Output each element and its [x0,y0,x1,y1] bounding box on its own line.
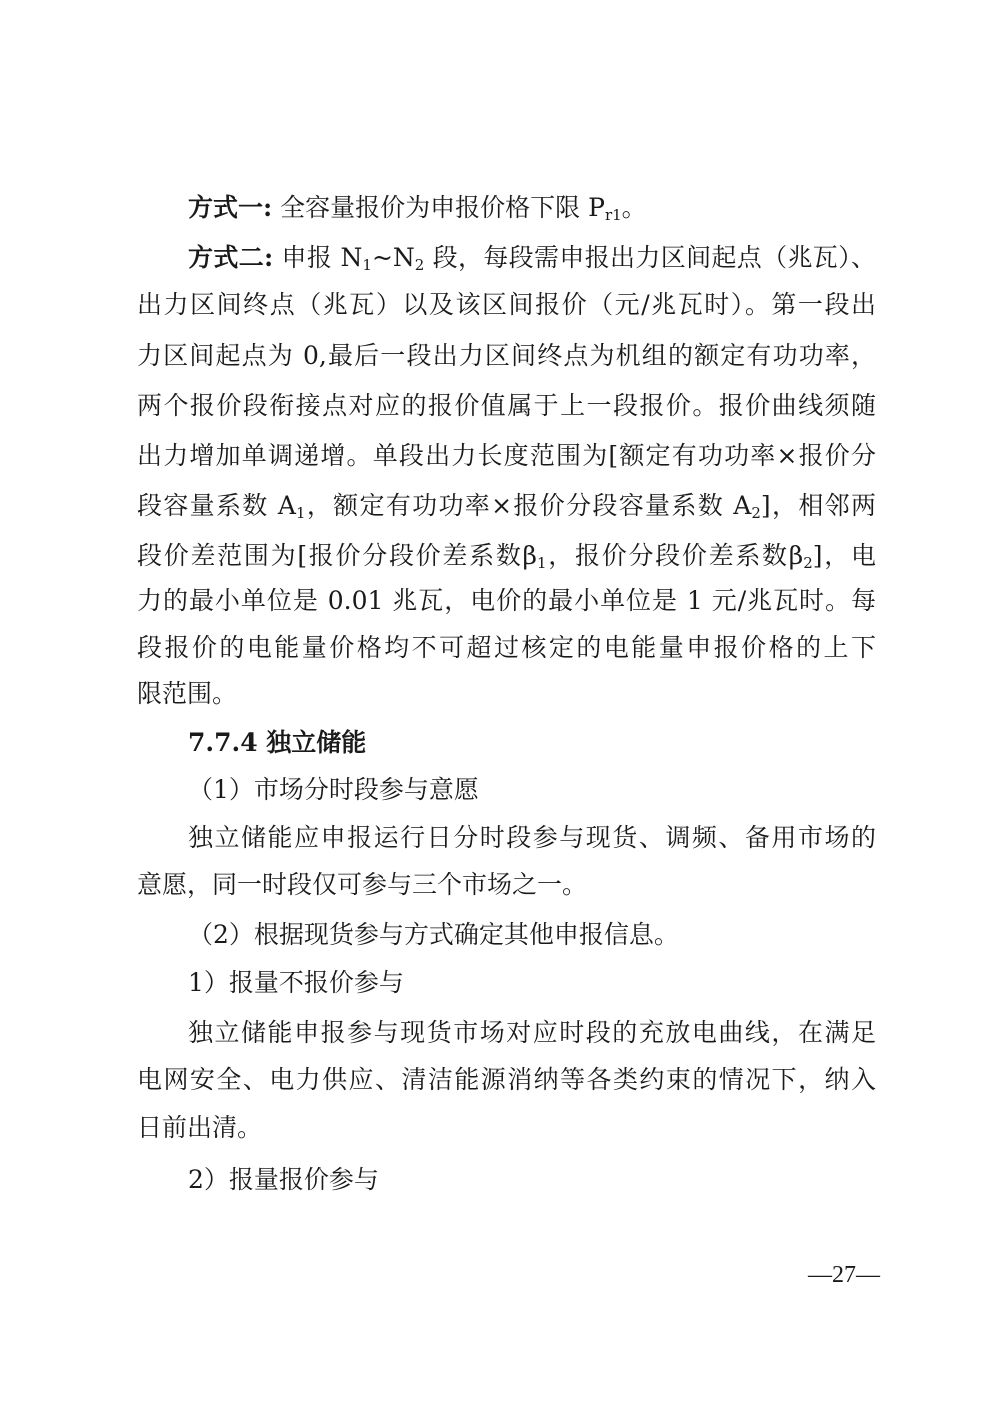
text-segment: 意愿，同一时段仅可参与三个市场之一。 [137,870,588,899]
text-segment: ]，相邻两 [760,491,876,520]
text-line [188,917,876,953]
subscript: 2 [803,553,813,572]
subscript: 1 [362,255,372,274]
text-segment: 7.7.4 独立储能 [188,728,367,757]
text-segment: 全容量报价为申报价格下限 P [272,193,605,222]
text-segment: ~N [371,243,415,272]
text-line [137,287,876,323]
text-segment: 方式一: [188,193,273,222]
text-line [137,538,876,574]
text-line [188,820,876,856]
text-segment: 独立储能应申报运行日分时段参与现货、调频、备用市场的 [188,823,876,852]
text-segment: 两个报价段衔接点对应的报价值属于上一段报价。报价曲线须随 [137,391,876,420]
subscript: r1 [604,205,622,224]
text-line [188,1162,876,1198]
text-segment: 申报 N [273,243,363,272]
subscript: 1 [295,503,306,522]
text-segment: 方式二: [188,243,274,272]
text-segment: 出力增加单调递增。单段出力长度范围为[额定有功功率×报价分 [137,441,876,470]
text-segment: 独立储能申报参与现货市场对应时段的充放电曲线，在满足 [188,1018,876,1047]
subscript: 2 [414,255,425,274]
text-segment: ]，电 [812,541,876,570]
text-line [137,388,876,424]
section-heading [188,725,876,761]
text-segment: 段，每段需申报出力区间起点（兆瓦）、 [424,243,876,272]
text-segment: ，额定有功功率×报价分段容量系数 A [305,491,752,520]
text-segment: （1）市场分时段参与意愿 [188,775,479,804]
text-segment: 力的最小单位是 0.01 兆瓦，电价的最小单位是 1 元/兆瓦时。每 [137,586,876,615]
text-segment: 段报价的电能量价格均不可超过核定的电能量申报价格的上下 [137,633,876,662]
text-line [188,190,876,226]
text-segment: 电网安全、电力供应、清洁能源消纳等各类约束的情况下，纳入 [137,1065,876,1094]
text-line [137,438,876,474]
text-line [188,772,876,808]
text-segment: ，报价分段价差系数β [546,541,804,570]
subscript: 1 [537,553,547,572]
text-segment: 段容量系数 A [137,491,296,520]
text-line [188,240,876,276]
text-line [188,965,876,1001]
text-segment: 日前出清。 [137,1113,263,1142]
text-segment: 。 [621,193,647,222]
page-number: —27— [808,1262,880,1288]
text-segment: 限范围。 [137,679,238,708]
text-line [188,1015,876,1051]
text-segment: 1）报量不报价参与 [188,968,404,997]
text-line [137,488,876,524]
text-line [137,630,876,666]
text-line [137,338,876,374]
text-line [137,1062,876,1098]
text-segment: 段价差范围为[报价分段价差系数β [137,541,538,570]
text-segment: 力区间起点为 0,最后一段出力区间终点为机组的额定有功功率， [137,341,876,370]
text-line [137,867,876,903]
subscript: 2 [751,503,761,522]
text-line [137,583,876,619]
text-segment: （2）根据现货参与方式确定其他申报信息。 [188,920,679,949]
text-line [137,676,876,712]
text-line [137,1110,876,1146]
text-segment: 出力区间终点（兆瓦）以及该区间报价（元/兆瓦时）。第一段出 [137,290,876,319]
text-segment: 2）报量报价参与 [188,1165,379,1194]
